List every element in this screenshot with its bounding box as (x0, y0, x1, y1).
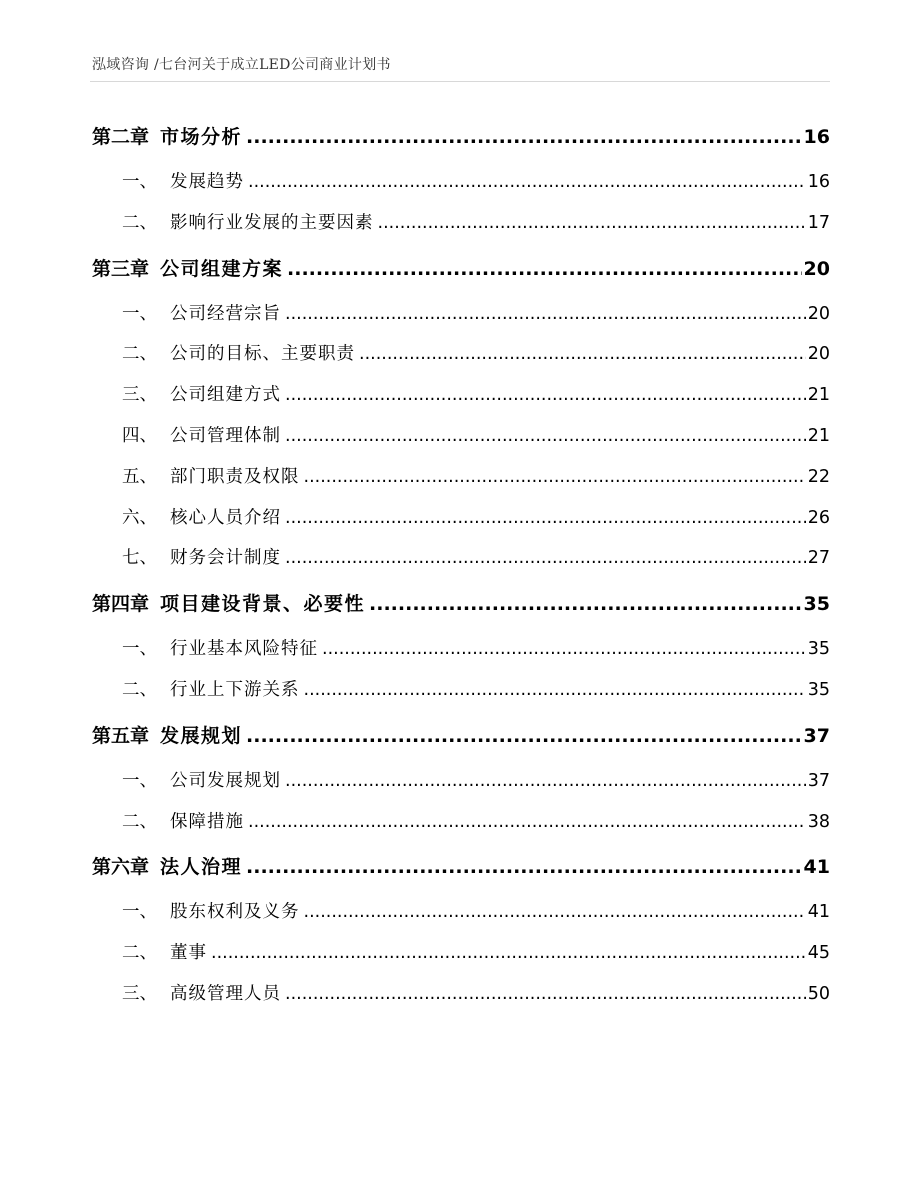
toc-leader-dots (211, 933, 806, 974)
toc-leader-dots (285, 761, 806, 802)
toc-entry-title: 发展规划 (160, 724, 243, 747)
toc-page-number: 50 (807, 983, 830, 1004)
toc-entry-title: 保障措施 (170, 811, 244, 832)
toc-leader-dots (285, 974, 806, 1015)
toc-page-number: 16 (803, 126, 830, 148)
toc-entry-number: 六、 (122, 507, 157, 528)
toc-section-entry[interactable] (92, 294, 830, 335)
toc-entry-title: 高级管理人员 (170, 983, 281, 1004)
toc-leader-dots (287, 244, 802, 294)
toc-entry-number: 二、 (122, 679, 157, 700)
toc-page-number: 35 (807, 679, 830, 700)
toc-entry-title: 影响行业发展的主要因素 (170, 212, 374, 233)
toc-page-number: 26 (807, 507, 830, 528)
toc-section-entry[interactable] (92, 892, 830, 933)
toc-leader-dots (369, 579, 802, 629)
toc-section-entry[interactable] (92, 498, 830, 539)
toc-entry-number: 一、 (122, 172, 157, 192)
toc-page-number: 20 (807, 303, 830, 324)
toc-chapter-entry[interactable] (92, 579, 830, 629)
toc-entry-title: 财务会计制度 (170, 548, 281, 569)
toc-page-number: 20 (803, 257, 830, 280)
toc-entry-title: 董事 (170, 943, 207, 964)
toc-entry-number: 第三章 (92, 257, 150, 280)
toc-section-entry[interactable] (92, 538, 830, 579)
toc-entry-number: 二、 (122, 212, 157, 233)
toc-entry-number: 一、 (122, 902, 157, 923)
toc-entry-number: 二、 (122, 811, 157, 832)
toc-entry-number: 二、 (122, 344, 157, 365)
toc-section-entry[interactable] (92, 334, 830, 375)
toc-entry-title: 项目建设背景、必要性 (160, 593, 366, 616)
toc-entry-title: 市场分析 (160, 126, 243, 148)
running-header: 泓域咨询 /七台河关于成立LED公司商业计划书 (92, 57, 391, 73)
toc-entry-title: 公司的目标、主要职责 (170, 344, 355, 365)
toc-leader-dots (304, 670, 806, 711)
toc-page-number: 20 (807, 344, 830, 365)
toc-page-number: 35 (807, 639, 830, 660)
toc-entry-title: 公司管理体制 (170, 425, 281, 446)
toc-page-number: 21 (807, 425, 830, 446)
toc-entry-title: 核心人员介绍 (170, 507, 281, 528)
toc-section-entry[interactable] (92, 203, 830, 244)
toc-page-number: 41 (807, 902, 830, 923)
toc-section-entry[interactable] (92, 162, 830, 203)
toc-page-number: 35 (803, 593, 830, 616)
toc-page-number: 21 (807, 385, 830, 406)
toc-entry-title: 部门职责及权限 (170, 466, 300, 487)
toc-leader-dots (285, 416, 806, 457)
toc-section-entry[interactable] (92, 802, 830, 843)
table-of-contents (92, 112, 830, 1015)
toc-entry-number: 七、 (122, 548, 157, 569)
toc-leader-dots (378, 203, 806, 244)
toc-leader-dots (285, 538, 806, 579)
toc-entry-number: 三、 (122, 385, 157, 406)
header-divider (90, 81, 830, 82)
toc-page-number: 37 (807, 770, 830, 791)
toc-page-number: 17 (807, 212, 830, 233)
toc-section-entry[interactable] (92, 375, 830, 416)
toc-chapter-entry[interactable] (92, 711, 830, 761)
toc-page-number: 38 (807, 811, 830, 832)
toc-leader-dots (285, 294, 806, 335)
toc-entry-number: 第六章 (92, 856, 150, 879)
toc-chapter-entry[interactable] (92, 112, 830, 162)
toc-entry-number: 三、 (122, 983, 157, 1004)
toc-section-entry[interactable] (92, 629, 830, 670)
toc-chapter-entry[interactable] (92, 842, 830, 892)
toc-entry-title: 公司经营宗旨 (170, 303, 281, 324)
toc-entry-number: 一、 (122, 770, 157, 791)
toc-entry-number: 第二章 (92, 126, 150, 148)
toc-entry-number: 四、 (122, 425, 157, 446)
toc-entry-title: 行业基本风险特征 (170, 639, 318, 660)
toc-entry-title: 行业上下游关系 (170, 679, 300, 700)
toc-page-number: 27 (807, 548, 830, 569)
toc-entry-number: 一、 (122, 303, 157, 324)
toc-leader-dots (285, 375, 806, 416)
toc-entry-title: 法人治理 (160, 856, 243, 879)
toc-page-number: 45 (807, 943, 830, 964)
toc-section-entry[interactable] (92, 457, 830, 498)
toc-entry-title: 股东权利及义务 (170, 902, 300, 923)
toc-entry-title: 公司发展规划 (170, 770, 281, 791)
toc-leader-dots (246, 711, 802, 761)
toc-entry-number: 五、 (122, 466, 157, 487)
toc-entry-title: 发展趋势 (170, 172, 244, 192)
toc-leader-dots (285, 498, 806, 539)
toc-page-number: 22 (807, 466, 830, 487)
toc-section-entry[interactable] (92, 670, 830, 711)
toc-page-number: 41 (803, 856, 830, 879)
toc-entry-title: 公司组建方式 (170, 385, 281, 406)
toc-entry-title: 公司组建方案 (160, 257, 284, 280)
toc-chapter-entry[interactable] (92, 244, 830, 294)
toc-page-number: 16 (807, 172, 830, 192)
toc-entry-number: 第五章 (92, 724, 150, 747)
toc-leader-dots (246, 842, 802, 892)
toc-leader-dots (304, 892, 806, 933)
toc-leader-dots (304, 457, 806, 498)
toc-section-entry[interactable] (92, 761, 830, 802)
toc-page-number: 37 (803, 724, 830, 747)
toc-entry-number: 二、 (122, 943, 157, 964)
toc-leader-dots (248, 802, 806, 843)
toc-entry-number: 第四章 (92, 593, 150, 616)
toc-leader-dots (359, 334, 806, 375)
toc-leader-dots (322, 629, 806, 670)
toc-section-entry[interactable] (92, 416, 830, 457)
toc-leader-dots (248, 162, 806, 203)
toc-leader-dots (246, 112, 802, 162)
toc-section-entry[interactable] (92, 933, 830, 974)
toc-section-entry[interactable] (92, 974, 830, 1015)
toc-entry-number: 一、 (122, 639, 157, 660)
